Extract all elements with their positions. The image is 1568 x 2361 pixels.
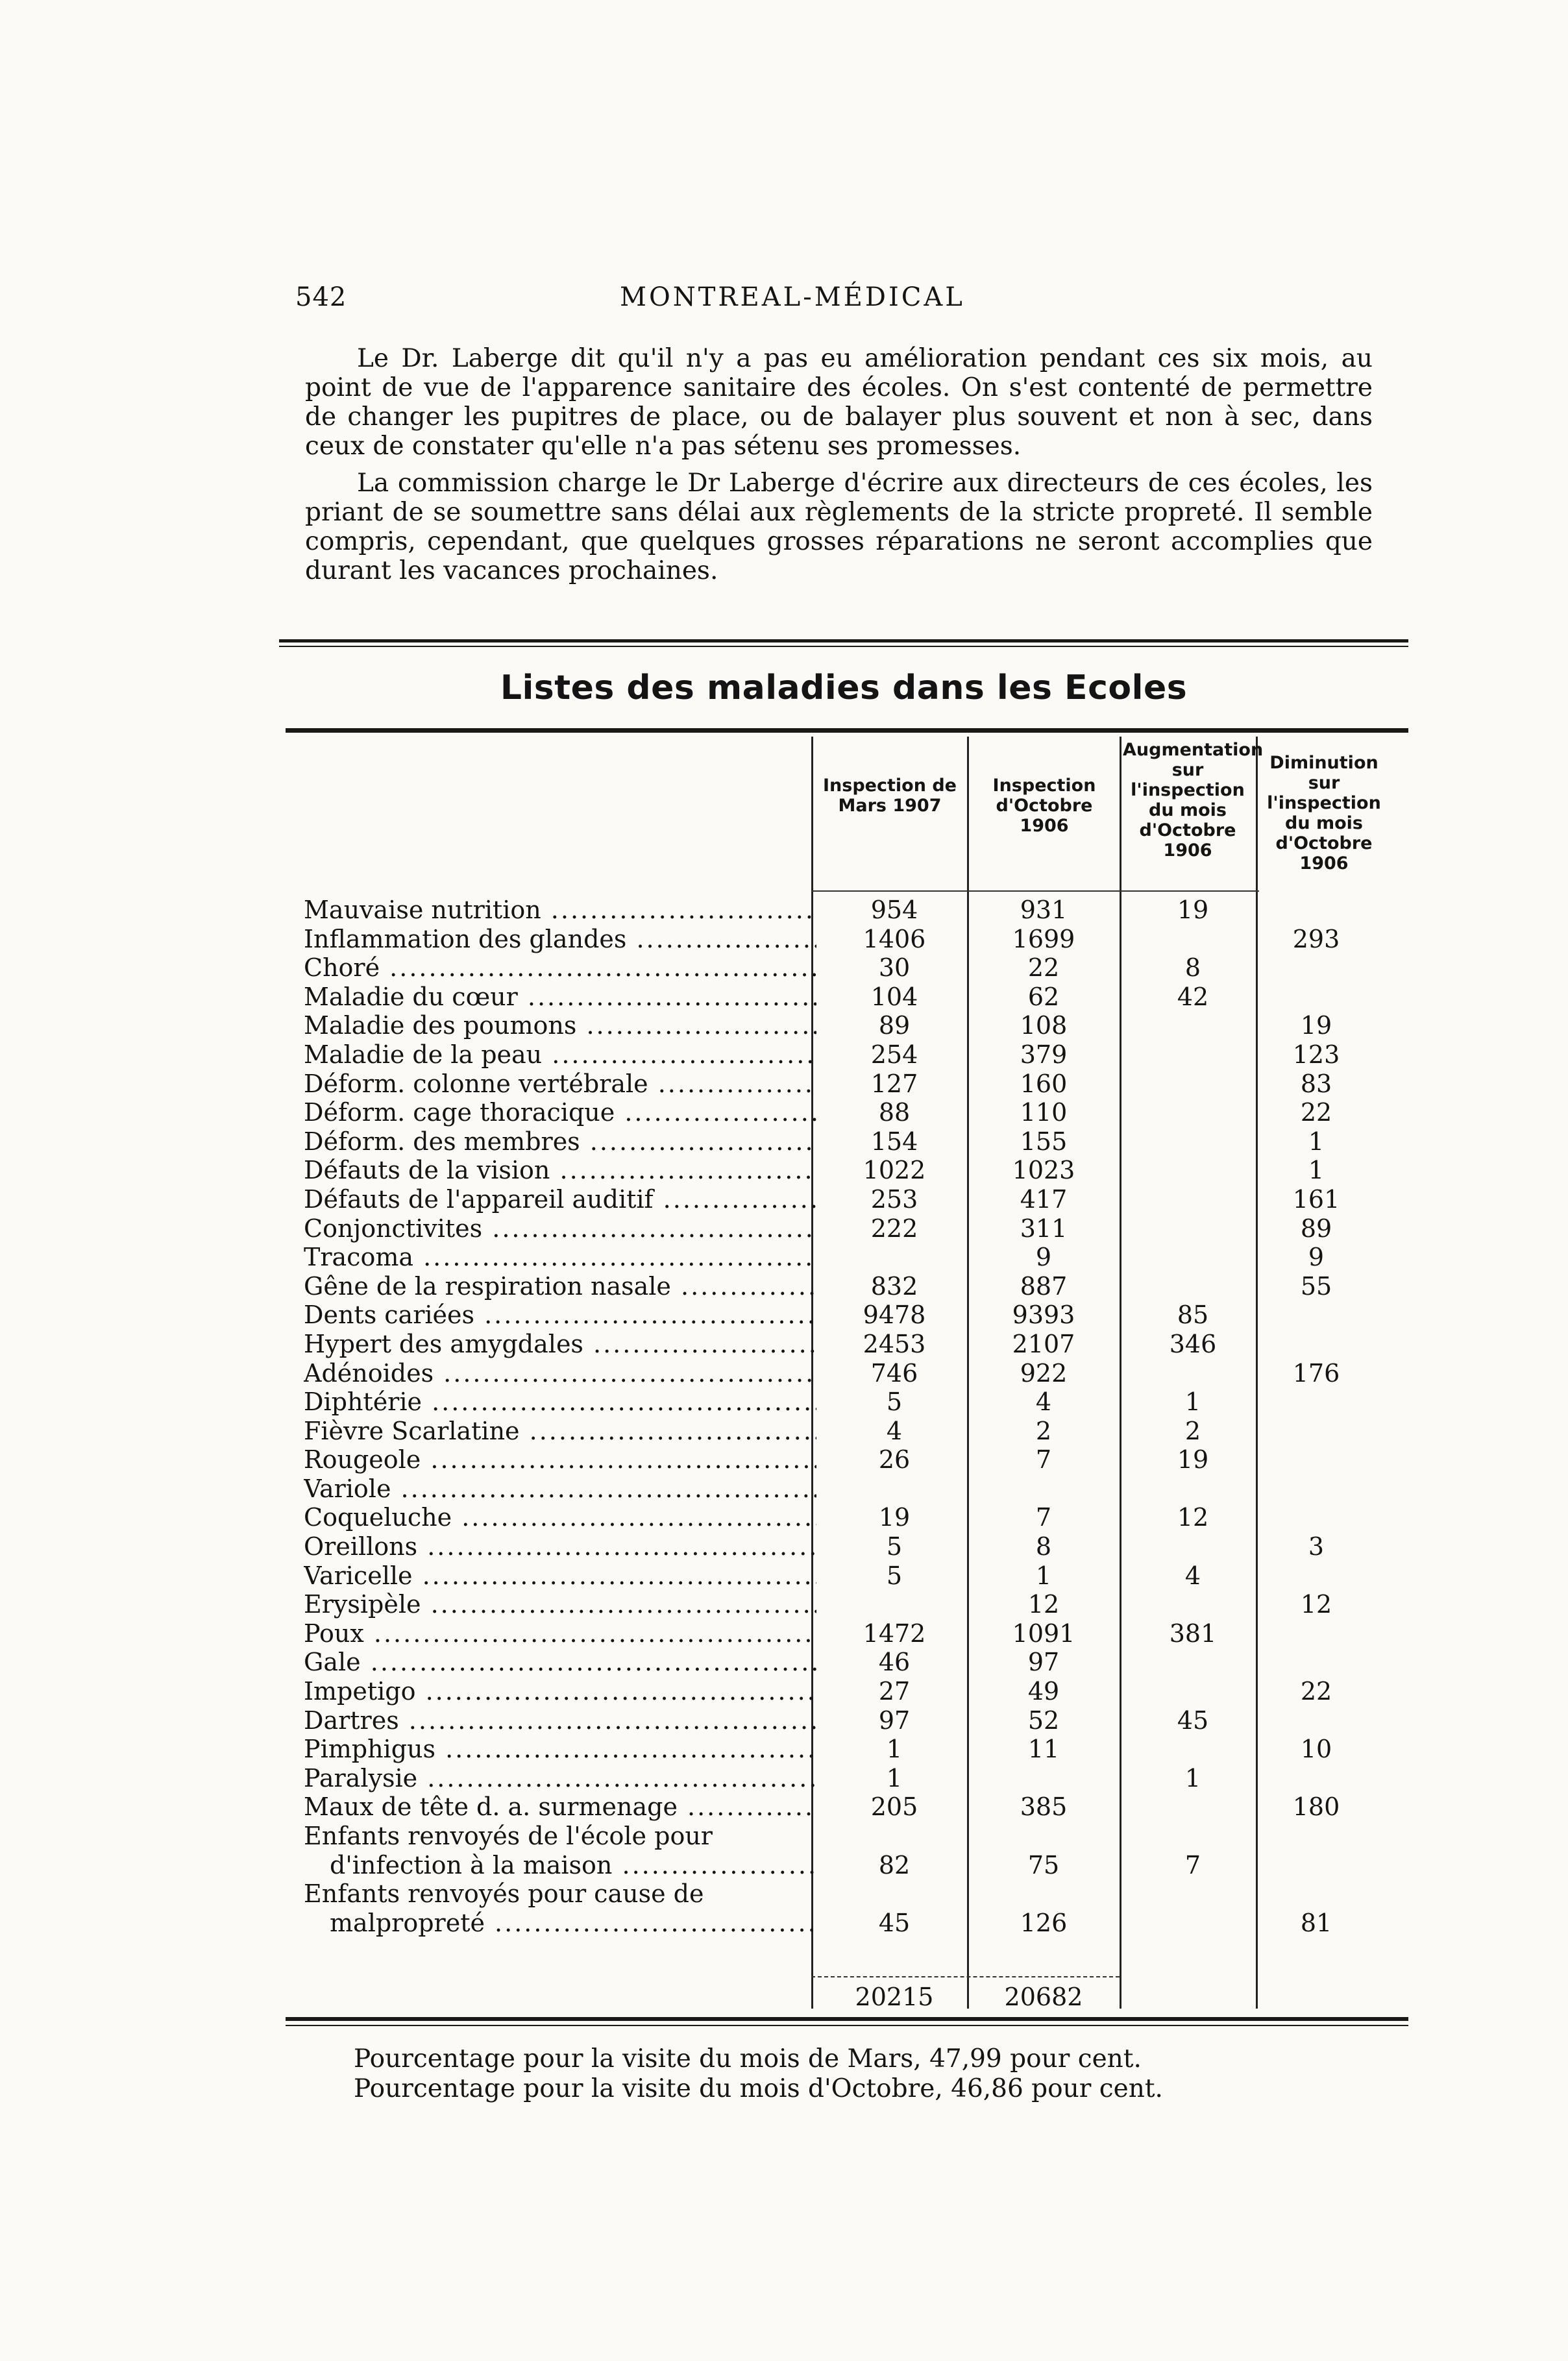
cell-augmentation: 4 (1184, 1561, 1201, 1590)
cell-diminution: 161 (1292, 1184, 1340, 1214)
cell-augmentation: 1 (1184, 1763, 1201, 1792)
cell-mars: 253 (870, 1184, 918, 1214)
row-label: Tracoma ..... (304, 1243, 816, 1272)
row-label: Hypert des amygdales ..... (304, 1330, 816, 1359)
row-label: Oreillons ..... (304, 1532, 816, 1561)
table-title: Listes des maladies dans les Ecoles (500, 668, 1188, 707)
row-label: Choré ..... (304, 953, 816, 983)
cell-diminution: 12 (1300, 1590, 1332, 1619)
cell-octobre: 2 (1035, 1416, 1052, 1445)
cell-augmentation: 1 (1184, 1388, 1201, 1417)
cell-octobre: 1699 (1012, 924, 1075, 953)
row-label: Maladie du cœur ..... (304, 983, 816, 1012)
cell-diminution: 9 (1308, 1243, 1325, 1272)
cell-octobre: 1091 (1012, 1619, 1075, 1648)
table-row (304, 1098, 1407, 1127)
column-header-octobre: Inspection d'Octobre 1906 (992, 776, 1096, 836)
cell-octobre: 7 (1035, 1503, 1052, 1532)
row-label: Inflammation des glandes ..... (304, 925, 816, 954)
cell-mars: 45 (878, 1908, 911, 1937)
row-label: Déform. des membres ..... (304, 1127, 816, 1156)
cell-mars: 46 (878, 1648, 911, 1677)
table-row (304, 1011, 1407, 1040)
table-row (304, 925, 1407, 954)
cell-octobre: 9 (1035, 1243, 1052, 1272)
cell-mars: 1 (886, 1763, 903, 1792)
row-label: Variole ..... (304, 1474, 816, 1504)
row-label: Coqueluche ..... (304, 1503, 816, 1532)
cell-octobre: 49 (1027, 1677, 1060, 1706)
row-label: d'infection à la maison ..... (304, 1851, 816, 1880)
row-label: Maladie des poumons ..... (304, 1011, 816, 1040)
column-header-augmentation: Augmentation sur l'inspection du mois d'Octobre 1906 (1123, 740, 1264, 861)
header-underline (811, 890, 1259, 892)
cell-mars: 82 (878, 1850, 911, 1879)
row-label: Enfants renvoyés de l'école pour (304, 1822, 713, 1850)
cell-augmentation: 19 (1177, 896, 1209, 924)
cell-mars: 89 (878, 1011, 911, 1040)
cell-octobre: 379 (1020, 1040, 1068, 1069)
table-row (304, 1879, 1407, 1909)
table-bottom-rule-thin (286, 2025, 1408, 2026)
table-bottom-rule (286, 2017, 1408, 2021)
table-row (304, 983, 1407, 1012)
row-label: Maux de tête d. a. surmenage ..... (304, 1792, 816, 1822)
row-label: Impetigo ..... (304, 1677, 816, 1706)
table-row (304, 1243, 1407, 1272)
table-row (304, 1359, 1407, 1388)
cell-mars: 954 (870, 896, 918, 924)
row-label: malpropreté ..... (304, 1909, 816, 1938)
table-row (304, 1445, 1407, 1474)
cell-octobre: 417 (1020, 1184, 1068, 1214)
table-row (304, 1909, 1407, 1938)
cell-mars: 127 (870, 1069, 918, 1098)
cell-mars: 254 (870, 1040, 918, 1069)
cell-augmentation: 45 (1177, 1706, 1209, 1735)
cell-diminution: 22 (1300, 1677, 1332, 1706)
table-row (304, 1070, 1407, 1099)
footer-notes (354, 2044, 1392, 2104)
total-rule (811, 1976, 1120, 1977)
row-label: Paralysie ..... (304, 1764, 816, 1793)
row-label: Poux ..... (304, 1619, 816, 1648)
table-row (304, 1388, 1407, 1417)
row-label: Fièvre Scarlatine ..... (304, 1417, 816, 1446)
cell-octobre: 12 (1027, 1590, 1060, 1619)
cell-octobre: 1 (1035, 1561, 1052, 1590)
paragraph: La commission charge le Dr Laberge d'écrire aux directeurs de ces écoles, les priant de se soumettre sans délai aux règlements de la stricte propreté. Il semble compris, cependant, que quelques grosses réparations ne seront accomplies que durant les vacances prochaines. (305, 469, 1373, 585)
cell-diminution: 10 (1300, 1735, 1332, 1764)
cell-octobre: 160 (1020, 1069, 1068, 1098)
row-label: Adénoides ..... (304, 1359, 816, 1388)
cell-diminution: 19 (1300, 1011, 1332, 1040)
paragraph: Le Dr. Laberge dit qu'il n'y a pas eu amélioration pendant ces six mois, au point de vue de l'apparence sanitaire des écoles. On s'est contenté de permettre de changer les pupitres de place, ou de balayer plus souvent et non à sec, dans ceux de constater qu'elle n'a pas sétenu ses promesses. (305, 344, 1373, 461)
column-header-diminution: Diminution sur l'inspection du mois d'Octobre 1906 (1267, 753, 1381, 874)
table-row (304, 1764, 1407, 1793)
footer-line: Pourcentage pour la visite du mois d'Octobre, 46,86 pour cent. (354, 2074, 1163, 2103)
cell-diminution: 3 (1308, 1532, 1325, 1561)
table-row (304, 1619, 1407, 1648)
cell-diminution: 176 (1292, 1358, 1340, 1388)
cell-diminution: 123 (1292, 1040, 1340, 1069)
cell-mars: 205 (870, 1792, 918, 1822)
row-label: Déform. cage thoracique ..... (304, 1098, 816, 1127)
cell-octobre: 52 (1027, 1706, 1060, 1735)
table-row (304, 896, 1407, 925)
cell-augmentation: 7 (1184, 1850, 1201, 1879)
cell-diminution: 1 (1308, 1156, 1325, 1185)
cell-mars: 104 (870, 982, 918, 1011)
table-row (304, 1648, 1407, 1677)
table-row (304, 1590, 1407, 1619)
cell-octobre: 62 (1027, 982, 1060, 1011)
cell-diminution: 83 (1300, 1069, 1332, 1098)
table-row (304, 953, 1407, 983)
cell-mars: 5 (886, 1388, 903, 1417)
body-text (305, 344, 1373, 593)
table-row (304, 1156, 1407, 1185)
total-mars: 20215 (855, 1983, 934, 2011)
cell-diminution: 89 (1300, 1214, 1332, 1243)
table-row (304, 1561, 1407, 1591)
cell-octobre: 922 (1020, 1358, 1068, 1388)
cell-augmentation: 346 (1169, 1329, 1217, 1358)
cell-augmentation: 2 (1184, 1416, 1201, 1445)
footer-line: Pourcentage pour la visite du mois de Mars, 47,99 pour cent. (354, 2044, 1142, 2074)
cell-mars: 30 (878, 953, 911, 983)
row-label: Dartres ..... (304, 1706, 816, 1735)
cell-augmentation: 19 (1177, 1445, 1209, 1474)
row-label: Erysipèle ..... (304, 1590, 816, 1619)
row-label: Défauts de la vision ..... (304, 1156, 816, 1185)
table-row (304, 1792, 1407, 1822)
table-row (304, 1474, 1407, 1504)
table-row (304, 1301, 1407, 1330)
table-row (304, 1677, 1407, 1706)
table-row (304, 1706, 1407, 1735)
total-octobre: 20682 (1004, 1983, 1083, 2011)
cell-octobre: 22 (1027, 953, 1060, 983)
table-row (304, 1040, 1407, 1070)
running-head (295, 282, 1373, 321)
cell-diminution: 1 (1308, 1127, 1325, 1156)
row-label: Conjonctivites ..... (304, 1214, 816, 1243)
row-label: Gale ..... (304, 1648, 816, 1677)
row-label: Enfants renvoyés pour cause de (304, 1879, 704, 1909)
cell-mars: 154 (870, 1127, 918, 1156)
cell-augmentation: 381 (1169, 1619, 1217, 1648)
cell-mars: 1472 (863, 1619, 926, 1648)
cell-mars: 1 (886, 1735, 903, 1764)
cell-octobre: 8 (1035, 1532, 1052, 1561)
cell-octobre: 155 (1020, 1127, 1068, 1156)
section-rule (279, 639, 1408, 647)
cell-mars: 27 (878, 1677, 911, 1706)
column-header-mars: Inspection de Mars 1907 (823, 776, 957, 816)
cell-mars: 26 (878, 1445, 911, 1474)
row-label: Rougeole ..... (304, 1445, 816, 1474)
table-row (304, 1417, 1407, 1446)
cell-mars: 746 (870, 1358, 918, 1388)
table-body (304, 896, 1407, 1937)
table-row (304, 1735, 1407, 1764)
row-label: Défauts de l'appareil auditif ..... (304, 1185, 816, 1214)
cell-augmentation: 42 (1177, 982, 1209, 1011)
table-top-rule (286, 728, 1408, 733)
cell-diminution: 293 (1292, 924, 1340, 953)
row-label: Dents cariées ..... (304, 1301, 816, 1330)
cell-octobre: 1023 (1012, 1156, 1075, 1185)
cell-octobre: 7 (1035, 1445, 1052, 1474)
cell-mars: 97 (878, 1706, 911, 1735)
row-label: Diphtérie ..... (304, 1388, 816, 1417)
cell-octobre: 110 (1020, 1098, 1068, 1127)
table-row (304, 1532, 1407, 1561)
cell-mars: 5 (886, 1561, 903, 1590)
row-label: Mauvaise nutrition ..... (304, 896, 816, 925)
cell-octobre: 887 (1020, 1271, 1068, 1301)
table-row (304, 1127, 1407, 1156)
cell-mars: 5 (886, 1532, 903, 1561)
cell-octobre: 311 (1020, 1214, 1068, 1243)
cell-augmentation: 8 (1184, 953, 1201, 983)
cell-octobre: 11 (1027, 1735, 1060, 1764)
table-row (304, 1503, 1407, 1532)
cell-augmentation: 85 (1177, 1301, 1209, 1330)
row-label: Maladie de la peau ..... (304, 1040, 816, 1070)
row-label: Gêne de la respiration nasale ..... (304, 1272, 816, 1301)
table-row (304, 1330, 1407, 1359)
table-row (304, 1851, 1407, 1880)
cell-diminution: 81 (1300, 1908, 1332, 1937)
row-label: Déform. colonne vertébrale ..... (304, 1070, 816, 1099)
page-number: 542 (295, 282, 347, 312)
table-row (304, 1822, 1407, 1851)
cell-mars: 88 (878, 1098, 911, 1127)
cell-mars: 4 (886, 1416, 903, 1445)
cell-mars: 1022 (863, 1156, 926, 1185)
row-label: Pimphigus ..... (304, 1735, 816, 1764)
cell-octobre: 2107 (1012, 1329, 1075, 1358)
cell-octobre: 4 (1035, 1388, 1052, 1417)
cell-octobre: 385 (1020, 1792, 1068, 1822)
journal-title: MONTREAL-MÉDICAL (620, 282, 965, 312)
cell-mars: 222 (870, 1214, 918, 1243)
table-row (304, 1214, 1407, 1243)
cell-augmentation: 12 (1177, 1503, 1209, 1532)
cell-mars: 19 (878, 1503, 911, 1532)
table-row (304, 1272, 1407, 1301)
cell-mars: 1406 (863, 924, 926, 953)
cell-mars: 832 (870, 1271, 918, 1301)
table-row (304, 1185, 1407, 1214)
cell-octobre: 931 (1020, 896, 1068, 924)
cell-octobre: 75 (1027, 1850, 1060, 1879)
cell-octobre: 9393 (1012, 1301, 1075, 1330)
cell-diminution: 180 (1292, 1792, 1340, 1822)
cell-mars: 9478 (863, 1301, 926, 1330)
cell-diminution: 22 (1300, 1098, 1332, 1127)
row-label: Varicelle ..... (304, 1561, 816, 1591)
cell-mars: 2453 (863, 1329, 926, 1358)
cell-octobre: 97 (1027, 1648, 1060, 1677)
cell-diminution: 55 (1300, 1271, 1332, 1301)
cell-octobre: 126 (1020, 1908, 1068, 1937)
cell-octobre: 108 (1020, 1011, 1068, 1040)
